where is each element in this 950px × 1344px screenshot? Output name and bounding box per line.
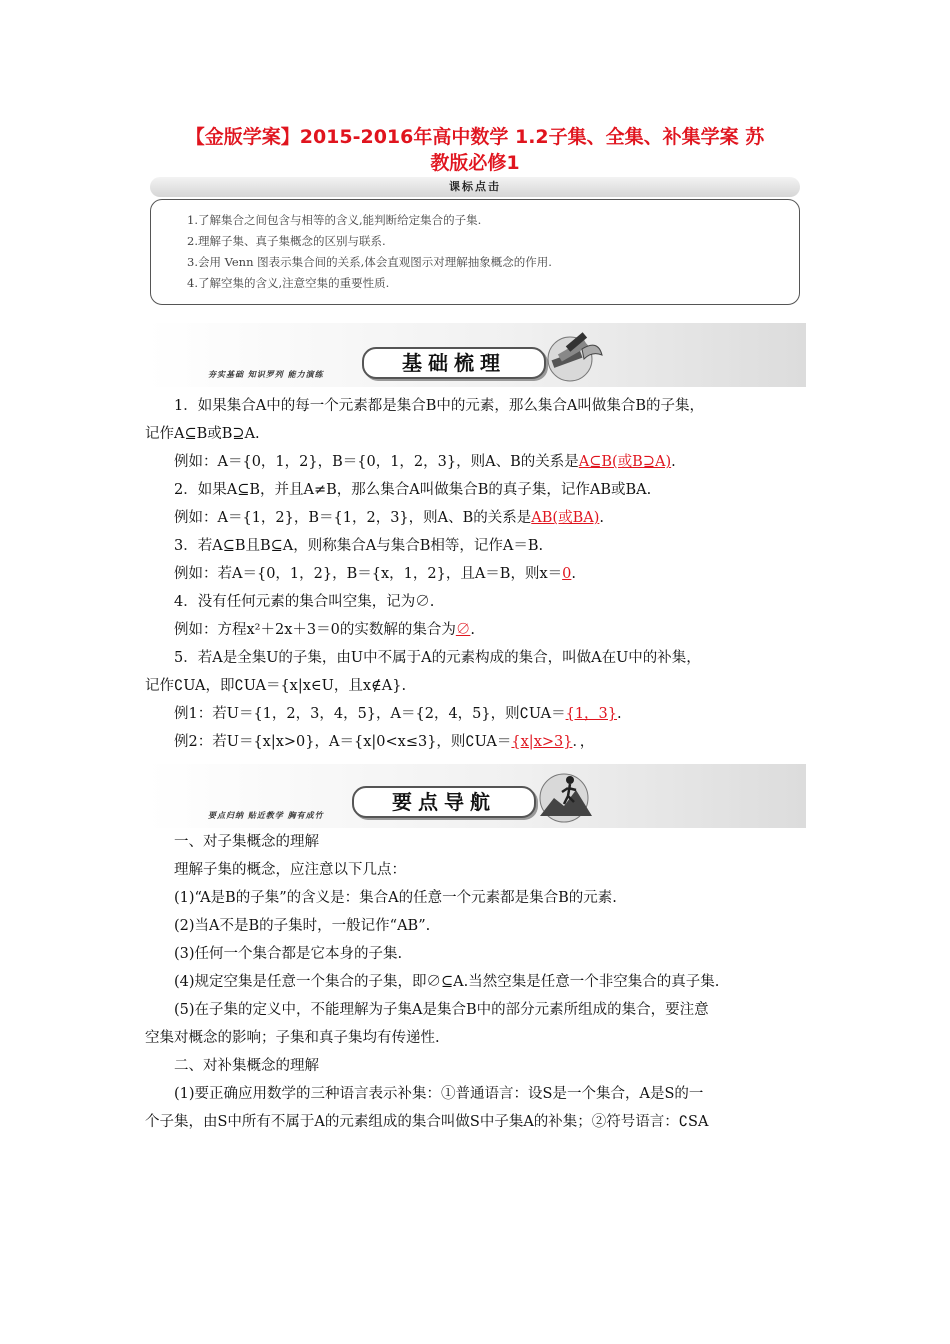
section-motto: 要点归纳 贴近教学 胸有成竹: [208, 810, 324, 820]
answer-blank: 0: [562, 566, 572, 582]
section-label: 要点导航: [352, 786, 536, 818]
basics-example-3: [145, 560, 813, 588]
standards-item: 1.了解集合之间包含与相等的含义,能判断给定集合的子集.: [187, 213, 482, 227]
section-label: 基础梳理: [362, 347, 546, 379]
section-banner-key: [146, 764, 806, 828]
key-content: [145, 828, 813, 1136]
answer-blank: {x|x>3}: [511, 734, 573, 750]
key-intro: 理解子集的概念，应注意以下几点：: [174, 862, 406, 878]
basics-point-4: 4．没有任何元素的集合叫空集，记为∅.: [174, 594, 435, 610]
answer-blank: A⊆B(或B⊇A): [578, 454, 672, 470]
basics-point-5: 5．若A是全集U的子集，由U中不属于A的元素构成的集合，叫做A在U中的补集，: [174, 650, 701, 666]
example-text: 例2：若U＝{x|x>0}，A＝{x|0<x≤3}，则∁UA＝: [174, 734, 512, 750]
answer-blank: AB(或BA): [531, 510, 600, 526]
basics-example-5: [145, 700, 813, 728]
key-point-3: (3)任何一个集合都是它本身的子集.: [174, 946, 403, 962]
basics-point-2: 2．如果A⊆B，并且A≠B，那么集合A叫做集合B的真子集，记作AB或BA.: [174, 482, 652, 498]
example-text: 例如：A＝{0，1，2}，B＝{0，1，2，3}，则A、B的关系是: [174, 454, 579, 470]
title-line-2: 教版必修1: [430, 152, 520, 174]
section-motto: 夯实基础 知识罗列 能力演练: [208, 369, 324, 379]
example-text: 例1：若U＝{1，2，3，4，5}，A＝{2，4，5}，则∁UA＝: [174, 706, 566, 722]
key-complement-1-cont: 个子集，由S中所有不属于A的元素组成的集合叫做S中子集A的补集；②符号语言：∁SA: [145, 1114, 709, 1130]
basics-example-2: [145, 504, 813, 532]
example-tail: .: [671, 454, 676, 470]
key-heading-complement: 二、对补集概念的理解: [174, 1058, 319, 1074]
answer-blank: ∅: [455, 622, 471, 638]
example-tail: .: [617, 706, 622, 722]
key-heading-subset: 一、对子集概念的理解: [174, 834, 319, 850]
example-tail: .: [571, 566, 576, 582]
example-tail: .: [470, 622, 475, 638]
climber-icon: [534, 768, 598, 824]
key-complement-1: (1)要正确应用数学的三种语言表示补集：①普通语言：设S是一个集合，A是S的一: [174, 1086, 704, 1102]
basics-example-6: [145, 728, 813, 756]
key-point-5: (5)在子集的定义中，不能理解为子集A是集合B中的部分元素所组成的集合，要注意: [174, 1002, 709, 1018]
books-icon: [542, 329, 606, 383]
answer-blank: {1，3}: [565, 706, 617, 722]
basics-content: [145, 392, 813, 756]
basics-point-5-cont: 记作∁UA，即∁UA＝{x|x∈U，且x∉A}.: [145, 678, 407, 694]
example-text: 例如：若A＝{0，1，2}，B＝{x，1，2}，且A＝B，则x＝: [174, 566, 563, 582]
document-title: [140, 124, 810, 176]
example-tail: ．，: [572, 734, 595, 750]
standards-heading: 课标点击: [150, 177, 800, 197]
standards-item: 2.理解子集、真子集概念的区别与联系.: [187, 234, 386, 248]
section-banner-basics: [146, 323, 806, 387]
basics-example-1: [145, 448, 813, 476]
key-point-5-cont: 空集对概念的影响；子集和真子集均有传递性.: [145, 1030, 440, 1046]
key-point-2: (2)当A不是B的子集时，一般记作“AB”.: [174, 918, 431, 934]
basics-point-1: 1．如果集合A中的每一个元素都是集合B中的元素，那么集合A叫做集合B的子集，: [174, 398, 704, 414]
basics-point-1-cont: 记作A⊆B或B⊇A.: [145, 426, 260, 442]
title-line-1: 【金版学案】2015-2016年高中数学 1.2子集、全集、补集学案 苏: [185, 126, 765, 148]
key-point-4: (4)规定空集是任意一个集合的子集，即∅⊆A.当然空集是任意一个非空集合的真子集.: [174, 974, 720, 990]
example-text: 例如：方程x²＋2x＋3＝0的实数解的集合为: [174, 622, 456, 638]
basics-example-4: [145, 616, 813, 644]
key-point-1: (1)“A是B的子集”的含义是：集合A的任意一个元素都是集合B的元素.: [174, 890, 617, 906]
standards-item: 4.了解空集的含义,注意空集的重要性质.: [187, 276, 390, 290]
basics-point-3: 3．若A⊆B且B⊆A，则称集合A与集合B相等，记作A＝B.: [174, 538, 544, 554]
example-text: 例如：A＝{1，2}，B＝{1，2，3}，则A、B的关系是: [174, 510, 532, 526]
example-tail: .: [599, 510, 604, 526]
standards-item: 3.会用 Venn 图表示集合间的关系,体会直观图示对理解抽象概念的作用.: [187, 255, 552, 269]
standards-box: [150, 199, 800, 305]
standards-list: [151, 200, 799, 294]
